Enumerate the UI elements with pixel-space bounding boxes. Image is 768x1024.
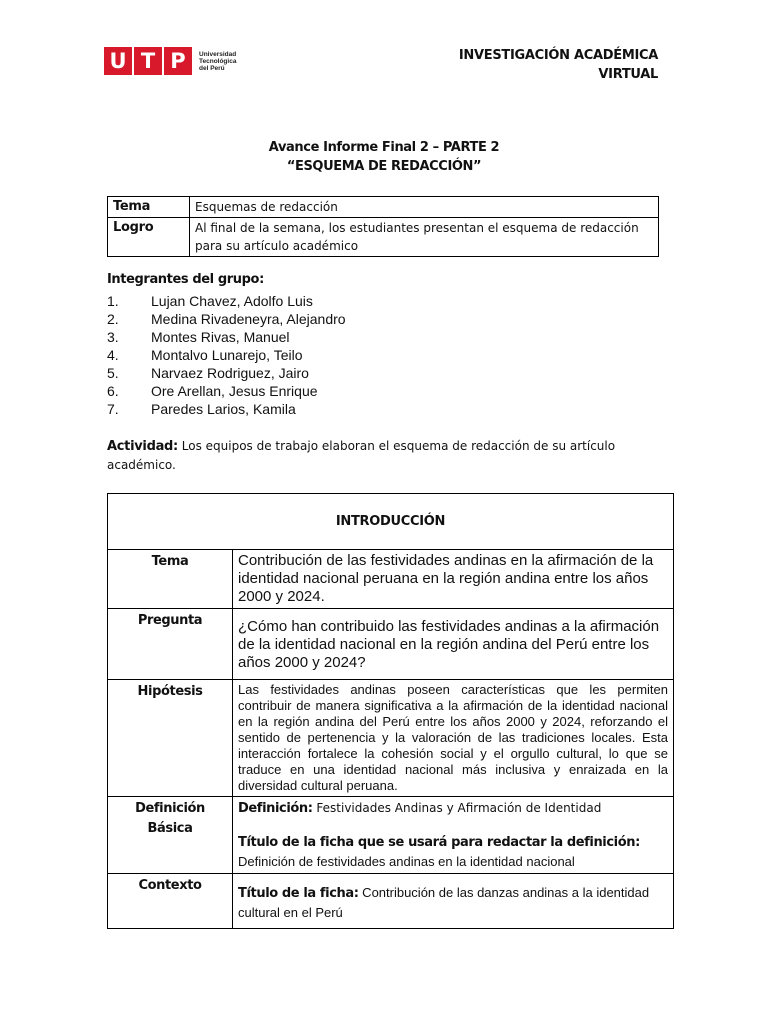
pregunta-value: ¿Cómo han contribuido las festividades andinas a la afirmación de la identidad nacional en la región andina del Perú entre los años 2000 y 2024? [233, 609, 674, 680]
hipotesis-label: Hipótesis [108, 680, 233, 797]
scheme-table [107, 493, 674, 929]
table-row [108, 550, 674, 609]
tema-value: Esquemas de redacción [190, 197, 659, 218]
table-row [108, 609, 674, 680]
pregunta-label: Pregunta [108, 609, 233, 680]
scheme-heading: INTRODUCCIÓN [108, 494, 674, 550]
list-item: 2. Medina Rivadeneyra, Alejandro [107, 311, 346, 327]
info-table [107, 196, 659, 257]
tema-label: Tema [108, 197, 190, 218]
table-row [108, 494, 674, 550]
definicion-value: Definición: Festividades Andinas y Afirmación de Identidad Título de la ficha que se usará para redactar la definición: Definición de festividades andinas en la identidad nacional [233, 797, 674, 874]
contexto-value: Título de la ficha: Contribución de las danzas andinas a la identidad cultural en el Perú [233, 874, 674, 929]
logo-letter-p: P [164, 47, 192, 75]
list-item: 5. Narvaez Rodriguez, Jairo [107, 365, 309, 381]
logo-text: Universidad Tecnológica del Perú [199, 50, 237, 72]
definicion-label: Definición Básica [108, 797, 233, 874]
table-row [108, 874, 674, 929]
contexto-label: Contexto [108, 874, 233, 929]
table-row [108, 797, 674, 874]
members-list [107, 292, 346, 418]
hipotesis-value: Las festividades andinas poseen características que les permiten contribuir de manera significativa a la afirmación de la identidad nacional en la región andina del Perú entre los años 2000 y 2024, reforzando el sentido de pertenencia y la valoración de las tradiciones locales. Esta interacción fortalece la cohesión social y el orgullo cultural, lo que se traduce en una identidad nacional más inclusiva y enraizada en la diversidad cultural peruana. [233, 680, 674, 797]
table-row [108, 680, 674, 797]
list-item: 1. Lujan Chavez, Adolfo Luis [107, 293, 313, 309]
scheme-tema-label: Tema [108, 550, 233, 609]
logo-letter-t: T [134, 47, 162, 75]
activity-text: Los equipos de trabajo elaboran el esquema de redacción de su artículo académico. [107, 439, 616, 472]
table-row [108, 197, 659, 218]
utp-logo [104, 47, 236, 75]
table-row [108, 218, 659, 257]
activity-label: Actividad: [107, 439, 178, 454]
scheme-tema-value: Contribución de las festividades andinas en la afirmación de la identidad nacional peruana en la región andina entre los años 2000 y 2024. [233, 550, 674, 609]
list-item: 7. Paredes Larios, Kamila [107, 401, 296, 417]
logro-value: Al final de la semana, los estudiantes presentan el esquema de redacción para su artículo académico [190, 218, 659, 257]
list-item: 6. Ore Arellan, Jesus Enrique [107, 383, 318, 399]
activity-paragraph [107, 437, 667, 475]
document-title: Avance Informe Final 2 – PARTE 2 “ESQUEMA DE REDACCIÓN” [268, 140, 500, 174]
header-title: INVESTIGACIÓN ACADÉMICA VIRTUAL [458, 48, 658, 82]
members-title: Integrantes del grupo: [107, 272, 264, 287]
list-item: 3. Montes Rivas, Manuel [107, 329, 290, 345]
logo-letter-u: U [104, 47, 132, 75]
logro-label: Logro [108, 218, 190, 257]
list-item: 4. Montalvo Lunarejo, Teilo [107, 347, 303, 363]
